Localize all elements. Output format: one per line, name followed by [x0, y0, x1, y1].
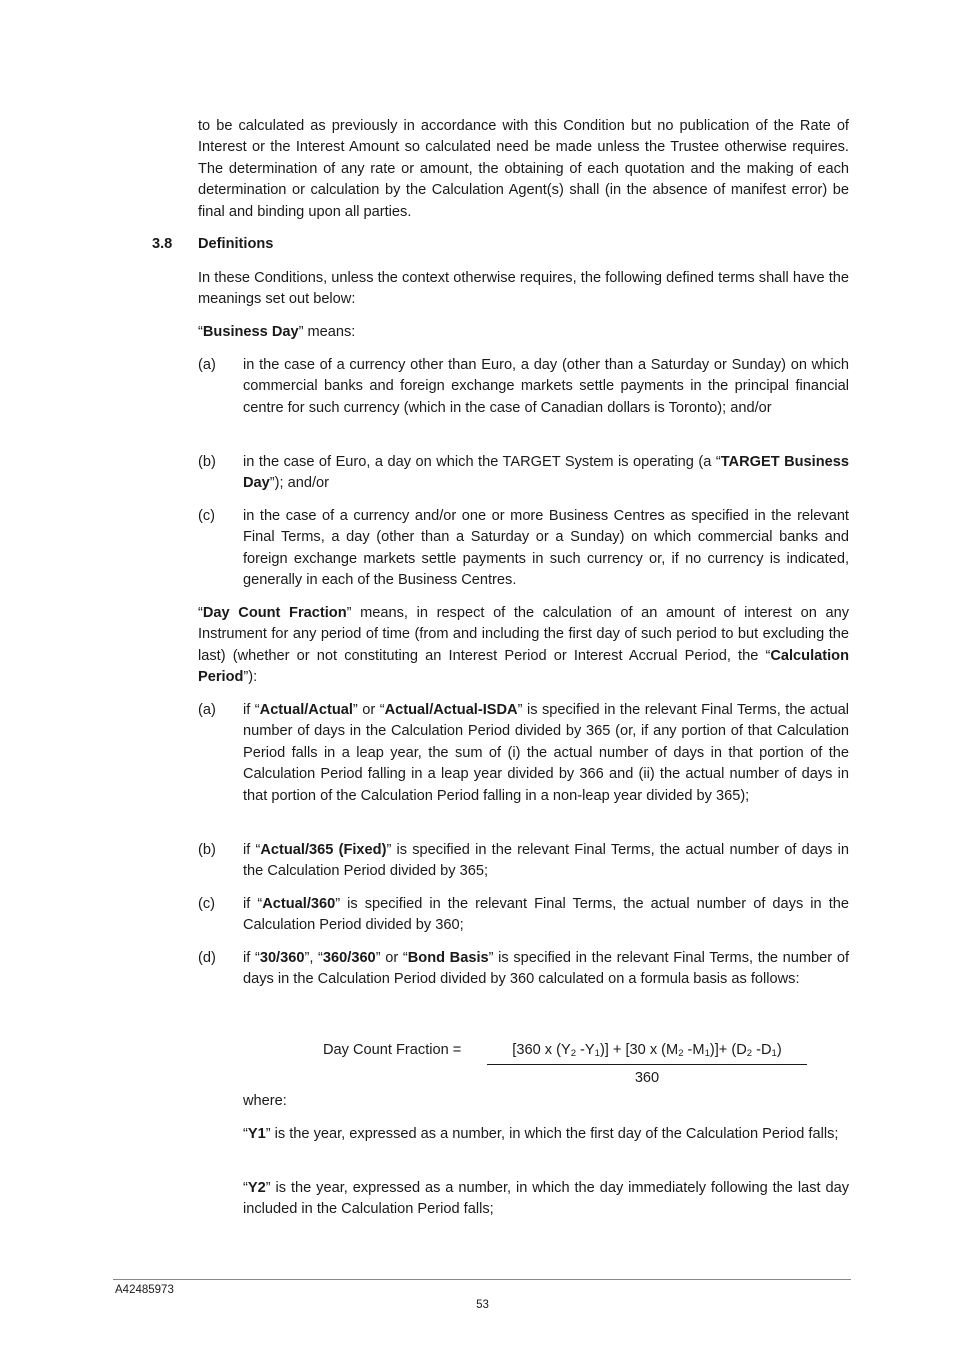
list-label: (b)	[198, 842, 216, 858]
section-number: 3.8	[152, 236, 173, 252]
list-item: if “30/360”, “360/360” or “Bond Basis” is specified in the relevant Final Terms, the number of days in the Calculation Period divided by 360 calculated on a formula basis as follows:	[243, 950, 849, 988]
formula-label: Day Count Fraction =	[323, 1042, 462, 1058]
footer-divider	[113, 1279, 851, 1280]
list-item: in the case of a currency other than Euro, a day (other than a Saturday or Sunday) on which commercial banks and foreign exchange markets settle payments in the principal financial centre for such currency (which in the case of Canadian dollars is Toronto); and/or	[243, 357, 849, 416]
y2-definition: “Y2” is the year, expressed as a number, in which the day immediately following the last day included in the Calculation Period falls;	[243, 1180, 849, 1218]
section-title: Definitions	[198, 236, 274, 252]
defined-term: Y2	[247, 1180, 266, 1196]
document-reference: A42485973	[115, 1284, 174, 1296]
list-item: if “Actual/360” is specified in the relevant Final Terms, the actual number of days in the Calculation Period divided by 360;	[243, 896, 849, 934]
defined-term: TARGET Business Day	[243, 454, 849, 492]
where-label: where:	[243, 1093, 287, 1109]
formula-numerator: [360 x ($Y_2$ $-Y_1)] + [30$ x ($M_2$ $-M_1)]+ (D_2$ $-D_1$)	[512, 1042, 782, 1059]
list-label: (b)	[198, 454, 216, 470]
list-label: (a)	[198, 357, 216, 373]
y1-definition: “Y1” is the year, expressed as a number, in which the first day of the Calculation Period falls;	[243, 1126, 839, 1142]
fraction-bar	[487, 1064, 807, 1065]
list-label: (c)	[198, 896, 216, 912]
list-label: (d)	[198, 950, 216, 966]
list-item: if “Actual/365 (Fixed)” is specified in the relevant Final Terms, the actual number of days in the Calculation Period divided by 365;	[243, 842, 849, 880]
formula-denominator: 360	[634, 1070, 660, 1086]
defined-term: Calculation Period	[198, 647, 849, 686]
list-label: (c)	[198, 508, 216, 524]
page-number: 53	[476, 1299, 489, 1311]
defined-term: Y1	[247, 1126, 266, 1142]
business-day-definition: “Business Day” means:	[198, 324, 356, 340]
list-item: in the case of a currency and/or one or more Business Centres as specified in the relevant Final Terms, a day (other than a Saturday or a Sunday) on which commercial banks and foreign exchange markets settle payments in such currency or, if no currency is indicated, generally in each of the Business Centres.	[243, 508, 849, 589]
list-label: (a)	[198, 702, 216, 718]
day-count-definition: “Day Count Fraction” means, in respect of the calculation of an amount of interest on any Instrument for any period of time (from and including the first day of such period to but excluding the last) (whether or not constituting an Interest Period or Interest Accrual Period, the “Calculation Period”):	[198, 605, 850, 686]
defined-term: Day Count Fraction	[202, 605, 347, 621]
section-lead: In these Conditions, unless the context otherwise requires, the following defined terms shall have the meanings set out below:	[198, 270, 849, 308]
defined-term: Business Day	[202, 324, 299, 340]
list-item: in the case of Euro, a day on which the TARGET System is operating (a “TARGET Business Day”); and/or	[243, 454, 849, 492]
list-item: if “Actual/Actual” or “Actual/Actual-ISDA” is specified in the relevant Final Terms, the actual number of days in the Calculation Period divided by 365 (or, if any portion of that Calculation Period falls in a leap year, the sum of (i) the actual number of days in that portion of the Calculation Period falling in a leap year divided by 366 and (ii) the actual number of days in that portion of the Calculation Period falling in a non-leap year divided by 365);	[243, 702, 849, 804]
intro-paragraph: to be calculated as previously in accordance with this Condition but no publication of the Rate of Interest or the Interest Amount so calculated need be made unless the Trustee otherwise requires. The determination of any rate or amount, the obtaining of each quotation and the making of each determination or calculation by the Calculation Agent(s) shall (in the absence of manifest error) be final and binding upon all parties.	[198, 118, 849, 220]
